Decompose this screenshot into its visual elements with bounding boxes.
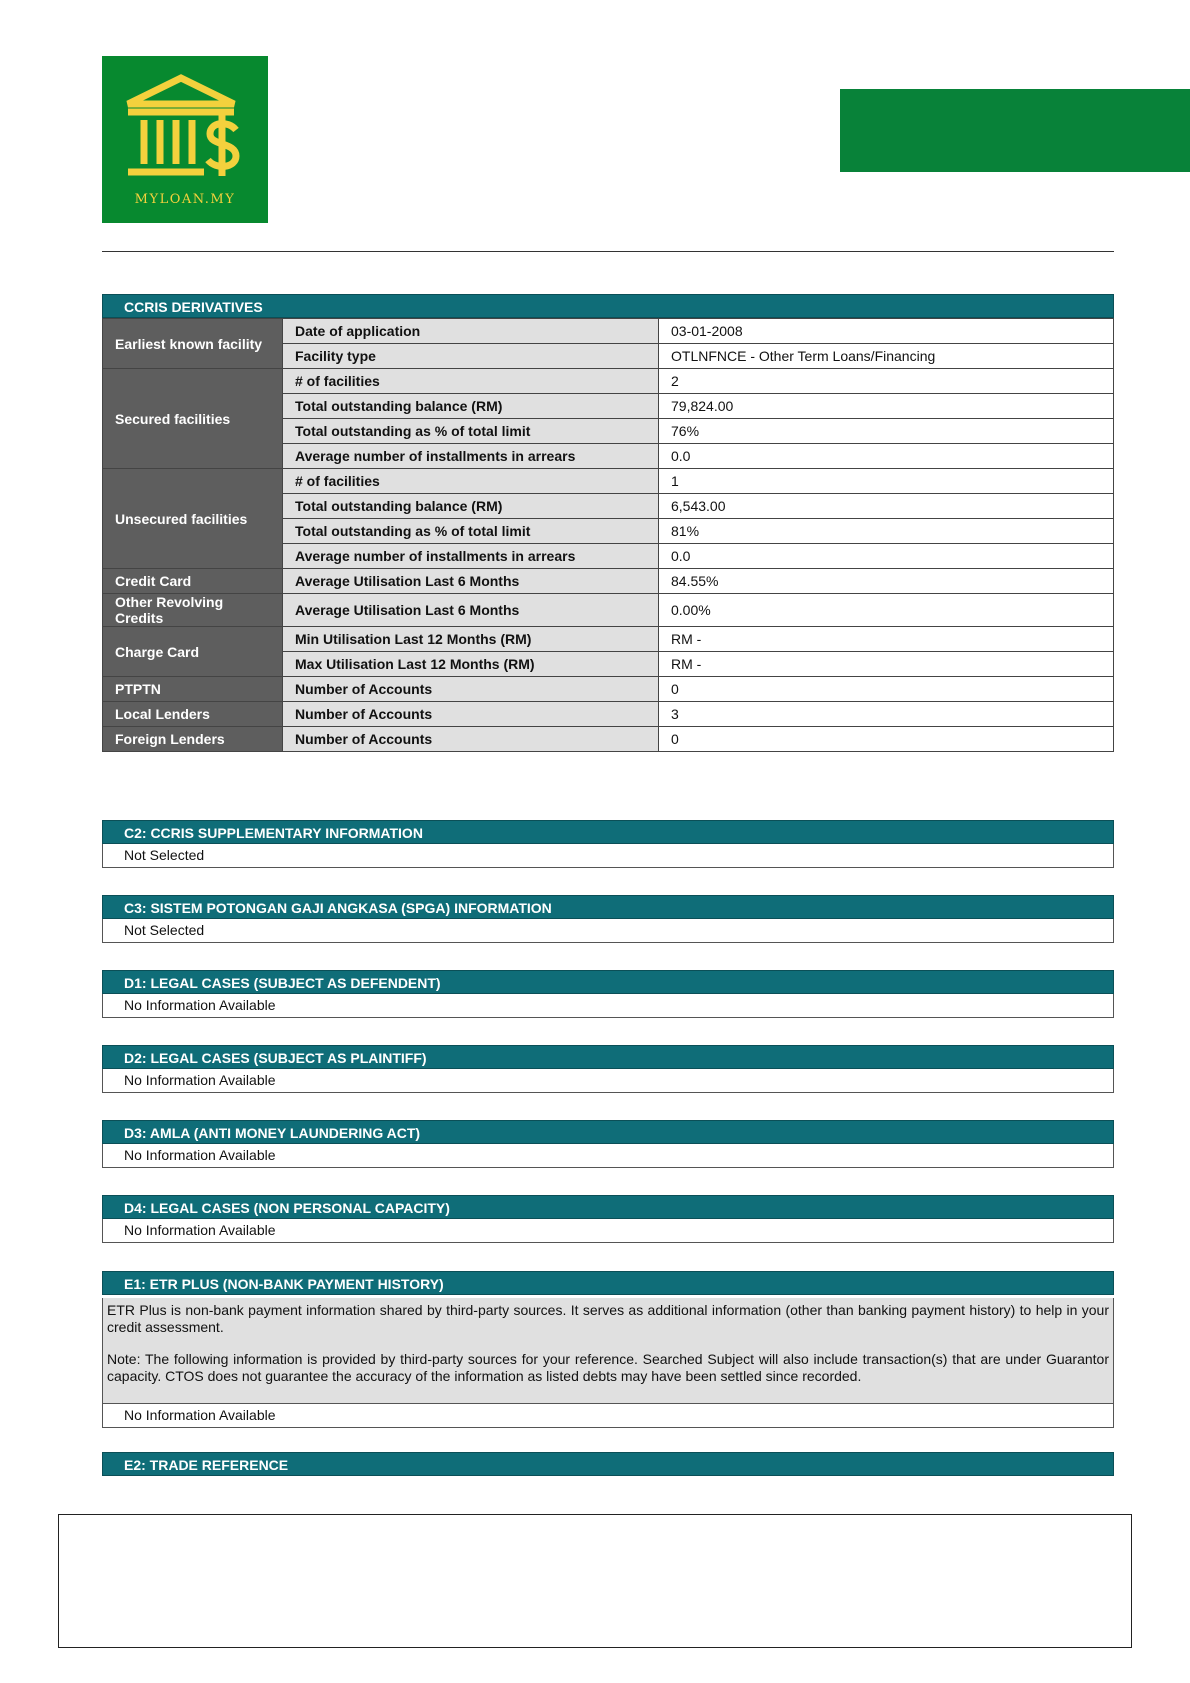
- ccris-derivatives-header: CCRIS DERIVATIVES: [102, 294, 1114, 318]
- bank-dollar-icon: [124, 68, 246, 188]
- value-cell: 6,543.00: [659, 494, 1114, 519]
- myloan-logo: [102, 56, 268, 223]
- d2-header: D2: LEGAL CASES (SUBJECT AS PLAINTIFF): [102, 1045, 1114, 1069]
- c2-header: C2: CCRIS SUPPLEMENTARY INFORMATION: [102, 820, 1114, 844]
- table-row: [103, 469, 1114, 494]
- ccris-derivatives-table: [102, 318, 1114, 752]
- table-row: [103, 569, 1114, 594]
- table-row: [103, 702, 1114, 727]
- d4-note: No Information Available: [102, 1219, 1114, 1243]
- table-row: [103, 627, 1114, 652]
- value-cell: 0.0: [659, 544, 1114, 569]
- label-cell: Average Utilisation Last 6 Months: [283, 594, 659, 627]
- label-cell: Average number of installments in arrears: [283, 544, 659, 569]
- table-row: [103, 369, 1114, 394]
- d3-header: D3: AMLA (ANTI MONEY LAUNDERING ACT): [102, 1120, 1114, 1144]
- label-cell: Total outstanding balance (RM): [283, 494, 659, 519]
- value-cell: OTLNFNCE - Other Term Loans/Financing: [659, 344, 1114, 369]
- value-cell: 03-01-2008: [659, 319, 1114, 344]
- e1-note: No Information Available: [102, 1404, 1114, 1428]
- e1-header: E1: ETR PLUS (NON-BANK PAYMENT HISTORY): [102, 1271, 1114, 1295]
- category-cell: Unsecured facilities: [103, 469, 283, 569]
- category-cell: Other Revolving Credits: [103, 594, 283, 627]
- category-cell: Earliest known facility: [103, 319, 283, 369]
- d1-note: No Information Available: [102, 994, 1114, 1018]
- header-accent-bar: [840, 89, 1190, 172]
- category-cell: Foreign Lenders: [103, 727, 283, 752]
- footer-box: [58, 1514, 1132, 1648]
- c3-note: Not Selected: [102, 919, 1114, 943]
- label-cell: Max Utilisation Last 12 Months (RM): [283, 652, 659, 677]
- label-cell: Facility type: [283, 344, 659, 369]
- value-cell: 0.0: [659, 444, 1114, 469]
- value-cell: RM -: [659, 627, 1114, 652]
- value-cell: 0: [659, 677, 1114, 702]
- d2-note: No Information Available: [102, 1069, 1114, 1093]
- d1-header: D1: LEGAL CASES (SUBJECT AS DEFENDENT): [102, 970, 1114, 994]
- category-cell: PTPTN: [103, 677, 283, 702]
- label-cell: Date of application: [283, 319, 659, 344]
- label-cell: Average Utilisation Last 6 Months: [283, 569, 659, 594]
- value-cell: 76%: [659, 419, 1114, 444]
- label-cell: Total outstanding as % of total limit: [283, 519, 659, 544]
- etr-paragraph: ETR Plus is non-bank payment information shared by third-party sources. It serves as additional information (other than banking payment history) to help in your credit assessment.: [107, 1302, 1109, 1335]
- label-cell: # of facilities: [283, 369, 659, 394]
- label-cell: Total outstanding as % of total limit: [283, 419, 659, 444]
- etr-note-paragraph: Note: The following information is provided by third-party sources for your reference. Searched Subject will also include transaction(s) that are under Guarantor capacity. CTOS does not guarantee the accuracy of the information as listed debts may have been settled since recorded.: [107, 1351, 1109, 1384]
- value-cell: 81%: [659, 519, 1114, 544]
- table-row: [103, 594, 1114, 627]
- label-cell: Number of Accounts: [283, 702, 659, 727]
- d3-note: No Information Available: [102, 1144, 1114, 1168]
- value-cell: RM -: [659, 652, 1114, 677]
- value-cell: 2: [659, 369, 1114, 394]
- c2-note: Not Selected: [102, 844, 1114, 868]
- category-cell: Credit Card: [103, 569, 283, 594]
- category-cell: Charge Card: [103, 627, 283, 677]
- value-cell: 79,824.00: [659, 394, 1114, 419]
- label-cell: Number of Accounts: [283, 727, 659, 752]
- table-row: [103, 677, 1114, 702]
- value-cell: 0: [659, 727, 1114, 752]
- logo-text: MYLOAN.MY: [134, 192, 236, 207]
- label-cell: Total outstanding balance (RM): [283, 394, 659, 419]
- table-row: [103, 319, 1114, 344]
- category-cell: Secured facilities: [103, 369, 283, 469]
- c3-header: C3: SISTEM POTONGAN GAJI ANGKASA (SPGA) INFORMATION: [102, 895, 1114, 919]
- label-cell: Min Utilisation Last 12 Months (RM): [283, 627, 659, 652]
- etr-description: [102, 1298, 1114, 1404]
- label-cell: Average number of installments in arrears: [283, 444, 659, 469]
- value-cell: 0.00%: [659, 594, 1114, 627]
- category-cell: Local Lenders: [103, 702, 283, 727]
- value-cell: 1: [659, 469, 1114, 494]
- label-cell: Number of Accounts: [283, 677, 659, 702]
- value-cell: 3: [659, 702, 1114, 727]
- value-cell: 84.55%: [659, 569, 1114, 594]
- d4-header: D4: LEGAL CASES (NON PERSONAL CAPACITY): [102, 1195, 1114, 1219]
- e2-header: E2: TRADE REFERENCE: [102, 1452, 1114, 1476]
- table-row: [103, 727, 1114, 752]
- label-cell: # of facilities: [283, 469, 659, 494]
- header-divider: [102, 251, 1114, 252]
